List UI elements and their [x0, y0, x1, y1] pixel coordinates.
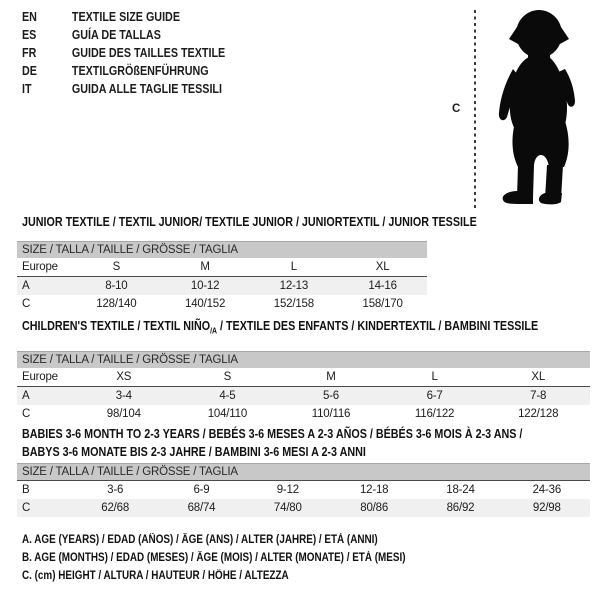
table-title	[22, 213, 477, 231]
table-title-line	[22, 213, 477, 231]
cell-value: 128/140	[96, 298, 137, 310]
language-code: IT	[22, 82, 32, 96]
size-header-bar	[17, 241, 427, 258]
table-title-text: JUNIOR TEXTILE / TEXTIL JUNIOR/ TEXTILE JUNIOR / JUNIORTEXTIL / JUNIOR TESSILE	[22, 215, 477, 229]
table-title	[22, 425, 523, 461]
legend	[22, 531, 468, 585]
language-code: DE	[22, 64, 37, 78]
table-title-text: / TEXTILE DES ENFANTS / KINDERTEXTIL / BAMBINI TESSILE	[216, 319, 539, 333]
cell-value: 6-7	[426, 389, 443, 402]
cell-value: 4-5	[219, 389, 236, 402]
cell-value: 140/152	[185, 298, 226, 310]
cell-value: XL	[486, 368, 590, 387]
size-grid	[17, 481, 590, 517]
cell-value: 14-16	[368, 280, 397, 292]
cell-value: 10-12	[190, 280, 220, 292]
language-title-list	[22, 8, 258, 98]
baby-silhouette-shape	[499, 10, 575, 204]
size-header-bar	[17, 463, 590, 481]
height-measure-label: C	[452, 103, 461, 115]
row-label: A	[22, 389, 30, 402]
row-label: C	[22, 407, 31, 420]
table-row	[17, 295, 427, 313]
language-row	[22, 8, 225, 26]
cell-value: 68/74	[187, 502, 216, 514]
cell-value: L	[250, 258, 339, 277]
cell-value: M	[279, 368, 383, 387]
row-label: A	[22, 280, 30, 292]
silhouette-ear-left	[509, 27, 518, 44]
cell-value: 9-12	[276, 484, 299, 496]
cell-value: 8-10	[105, 280, 128, 292]
cell-value: M	[161, 258, 250, 277]
cell-value: 5-6	[322, 389, 339, 402]
height-measure-line	[474, 10, 476, 208]
table-title	[22, 317, 539, 341]
language-title: TEXTILE SIZE GUIDE	[71, 10, 180, 24]
cell-value: 7-8	[530, 389, 547, 402]
row-label: Europe	[17, 258, 72, 277]
size-header-label: SIZE / TALLA / TAILLE / GRÖSSE / TAGLIA	[22, 353, 238, 366]
cell-value: XS	[72, 368, 176, 387]
cell-value: 3-6	[107, 484, 124, 496]
size-header-bar	[17, 351, 590, 368]
table-title-line	[22, 317, 539, 341]
cell-value: 158/170	[362, 298, 403, 310]
size-table-section	[17, 312, 590, 423]
size-header-label: SIZE / TALLA / TAILLE / GRÖSSE / TAGLIA	[22, 466, 238, 478]
row-label: C	[22, 502, 31, 514]
cell-value: 62/68	[101, 502, 130, 514]
language-row	[22, 26, 225, 44]
cell-value: 116/122	[414, 407, 455, 420]
silhouette-shorts	[512, 119, 568, 167]
language-title: GUÍA DE TALLAS	[71, 28, 161, 42]
baby-silhouette-icon	[487, 7, 593, 207]
silhouette-foot-left	[503, 191, 533, 204]
language-title: GUIDE DES TAILLES TEXTILE	[71, 46, 226, 60]
size-header-label: SIZE / TALLA / TAILLE / GRÖSSE / TAGLIA	[22, 244, 238, 256]
table-row	[17, 499, 590, 517]
table-row	[17, 258, 427, 277]
table-title-line	[22, 443, 510, 461]
table-title-text: BABYS 3-6 MONATE BIS 2-3 JAHRE / BAMBINI 3-6 MESI A 2-3 ANNI	[22, 445, 366, 459]
size-table-section	[17, 420, 590, 517]
cell-value: 98/104	[106, 407, 141, 420]
table-row	[17, 368, 590, 387]
table-title-line	[22, 425, 523, 443]
language-row	[22, 80, 225, 98]
row-label: B	[22, 484, 30, 496]
cell-value: 152/158	[273, 298, 314, 310]
cell-value: 74/80	[273, 502, 302, 514]
cell-value: 18-24	[446, 484, 475, 496]
cell-value: S	[176, 368, 280, 387]
language-title: GUIDA ALLE TAGLIE TESSILI	[71, 82, 222, 96]
language-code: EN	[22, 10, 37, 24]
row-label: Europe	[17, 368, 72, 387]
row-label: C	[22, 298, 31, 310]
language-row	[22, 62, 225, 80]
table-row	[17, 277, 427, 296]
size-grid	[17, 368, 590, 423]
cell-value: 92/98	[532, 502, 561, 514]
cell-value: 6-9	[193, 484, 210, 496]
silhouette-ear-right	[560, 27, 569, 44]
language-row	[22, 44, 225, 62]
cell-value: 110/116	[311, 407, 351, 420]
cell-value: 122/128	[518, 407, 559, 420]
cell-value: 104/110	[207, 407, 248, 420]
legend-line: C. (cm) HEIGHT / ALTURA / HAUTEUR / HÖHE / ALTEZZA	[22, 570, 289, 582]
language-code: FR	[22, 46, 37, 60]
cell-value: 24-36	[532, 484, 562, 496]
table-row	[17, 481, 590, 499]
cell-value: L	[383, 368, 487, 387]
legend-line: B. AGE (MONTHS) / EDAD (MESES) / ÂGE (MOIS) / ALTER (MONATE) / ETÀ (MESI)	[22, 552, 406, 564]
cell-value: 86/92	[446, 502, 475, 514]
language-title: TEXTILGRÖßENFÜHRUNG	[71, 64, 209, 78]
cell-value: 12-18	[359, 484, 389, 496]
table-title-text: BABIES 3-6 MONTH TO 2-3 YEARS / BEBÉS 3-6 MESES A 2-3 AÑOS / BÉBÉS 3-6 MOIS À 2-3 ANS /	[22, 427, 523, 441]
size-grid	[17, 258, 427, 313]
size-table-section	[17, 208, 477, 313]
cell-value: S	[72, 258, 161, 277]
cell-value: 80/86	[360, 502, 389, 514]
table-row	[17, 386, 590, 405]
silhouette-foot-right	[539, 193, 562, 204]
table-title-text: /A	[210, 326, 217, 336]
legend-line: A. AGE (YEARS) / EDAD (AÑOS) / ÂGE (ANS) / ALTER (JAHRE) / ETÀ (ANNI)	[22, 534, 378, 546]
language-code: ES	[22, 28, 37, 42]
table-title-text: CHILDREN'S TEXTILE / TEXTIL NIÑO	[22, 319, 211, 333]
cell-value: XL	[338, 258, 427, 277]
cell-value: 3-4	[115, 389, 132, 402]
cell-value: 12-13	[279, 280, 309, 292]
